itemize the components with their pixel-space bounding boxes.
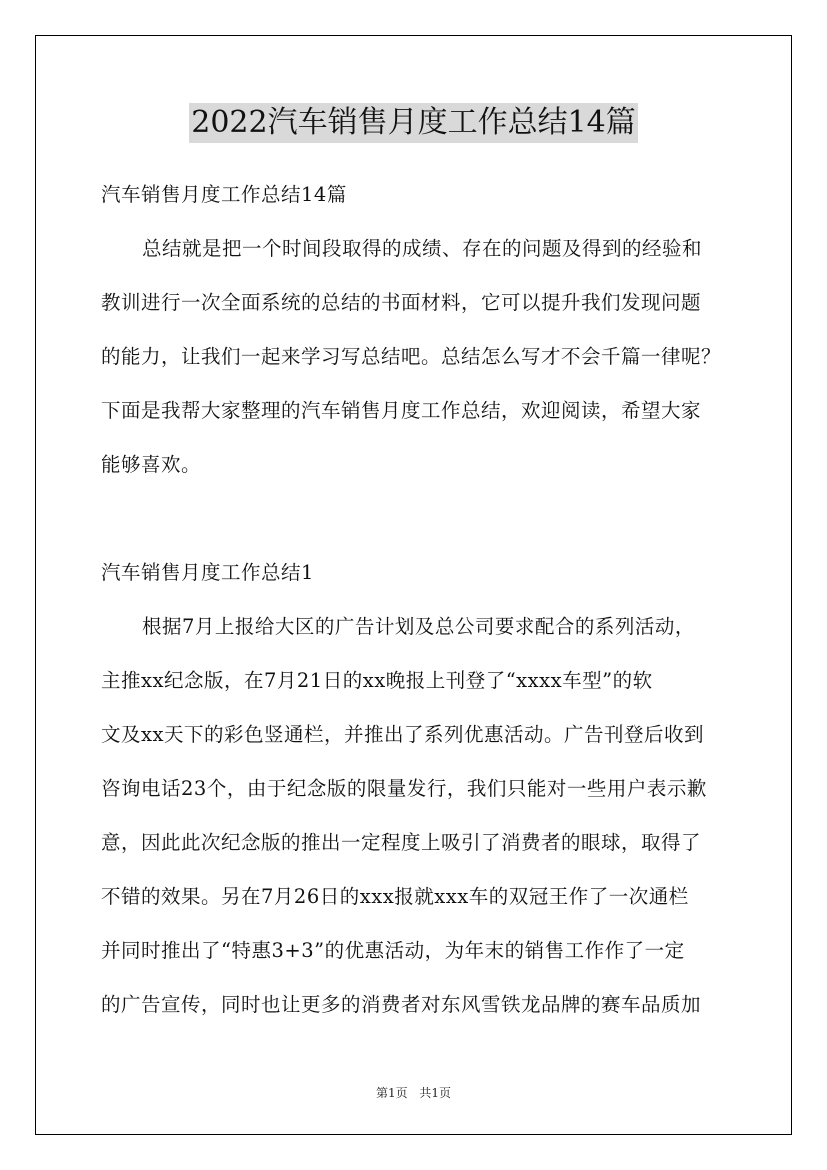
document-body — [101, 168, 731, 1032]
section-line: 根据7月上报给大区的广告计划及总公司要求配合的系列活动， — [142, 615, 695, 638]
document-subtitle: 汽车销售月度工作总结14篇 — [101, 183, 347, 206]
intro-line: 的能力，让我们一起来学习写总结吧。总结怎么写才不会千篇一律呢？ — [101, 345, 722, 368]
intro-line: 总结就是把一个时间段取得的成绩、存在的问题及得到的经验和 — [142, 237, 703, 260]
page-number: 第1页 — [375, 1086, 408, 1100]
section-line: 主推xx纪念版，在7月21日的xx晚报上刊登了“xxxx车型”的软 — [101, 669, 653, 692]
document-title: 2022汽车销售月度工作总结14篇 — [189, 103, 638, 143]
section-heading: 汽车销售月度工作总结1 — [101, 561, 314, 584]
intro-line: 能够喜欢。 — [101, 453, 202, 476]
section-line: 咨询电话23个，由于纪念版的限量发行，我们只能对一些用户表示歉 — [101, 777, 707, 800]
section-line: 文及xx天下的彩色竖通栏，并推出了系列优惠活动。广告刊登后收到 — [101, 723, 704, 746]
paragraph-spacer — [101, 492, 731, 546]
section-line: 意，因此此次纪念版的推出一定程度上吸引了消费者的眼球，取得了 — [101, 831, 702, 854]
page-total: 共1页 — [419, 1086, 452, 1100]
intro-line: 教训进行一次全面系统的总结的书面材料，它可以提升我们发现问题 — [101, 291, 702, 314]
page-footer — [0, 1084, 827, 1101]
section-line: 并同时推出了“特惠3+3”的优惠活动，为年末的销售工作作了一定 — [101, 939, 685, 962]
intro-line: 下面是我帮大家整理的汽车销售月度工作总结，欢迎阅读，希望大家 — [101, 399, 702, 422]
section-line: 不错的效果。另在7月26日的xxx报就xxx车的双冠王作了一次通栏 — [101, 885, 689, 908]
section-line: 的广告宣传，同时也让更多的消费者对东风雪铁龙品牌的赛车品质加 — [101, 993, 702, 1016]
title-container — [0, 103, 827, 143]
